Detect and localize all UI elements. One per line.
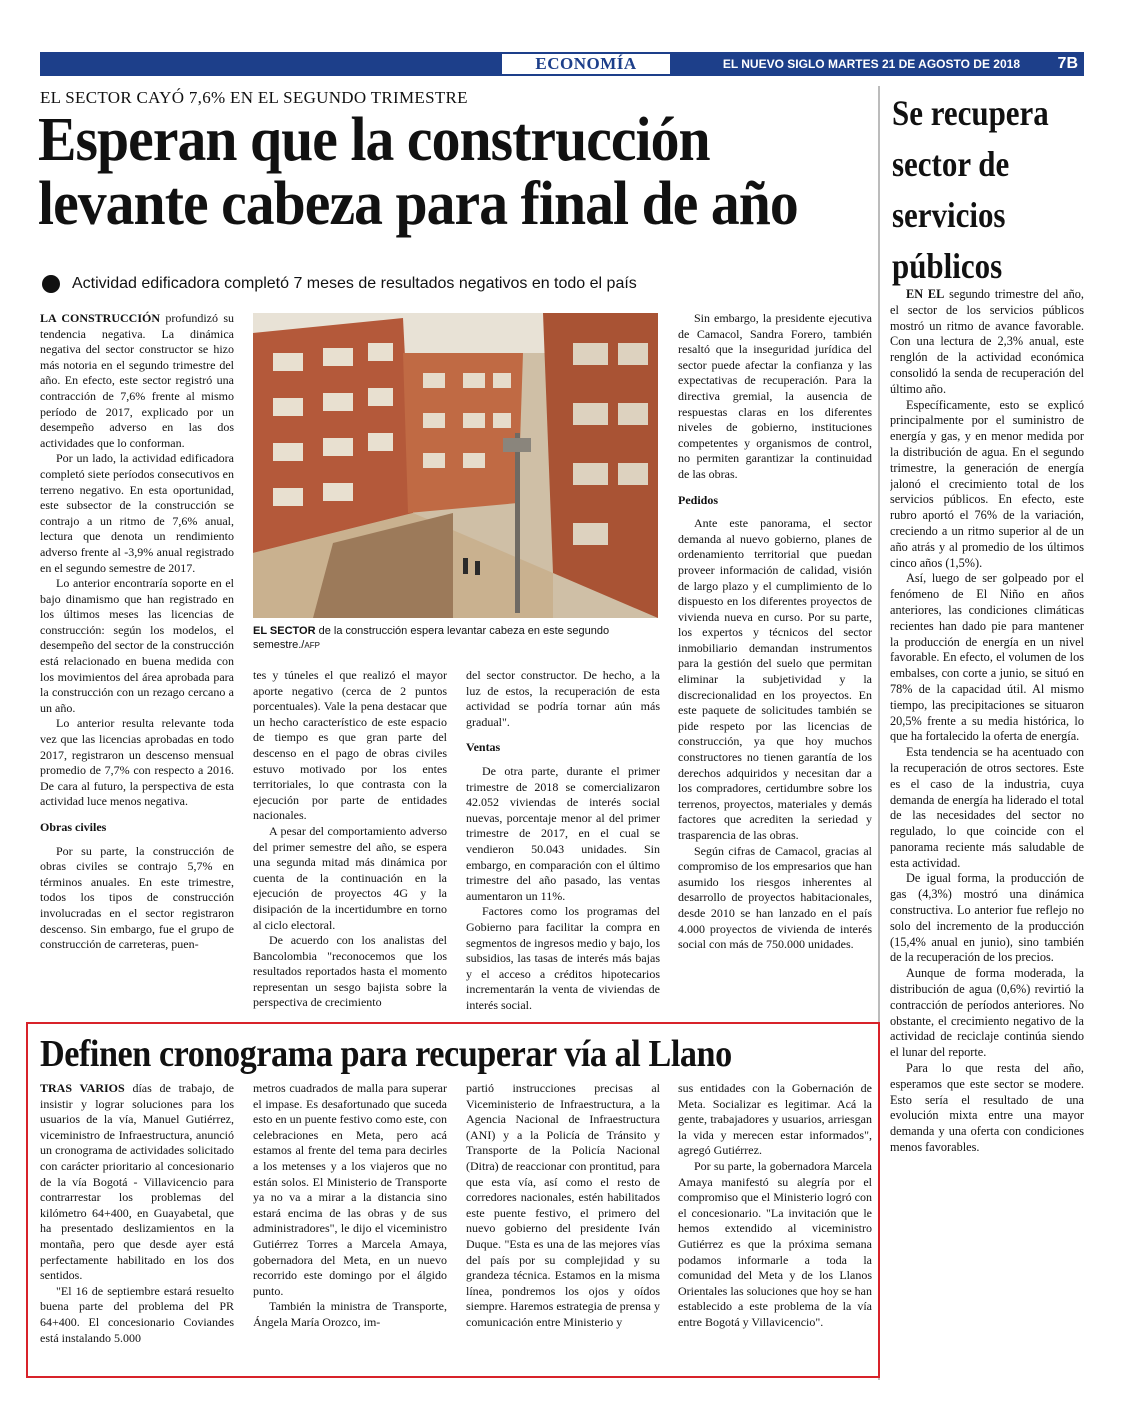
sidebar-headline-line: públicos xyxy=(892,246,1003,286)
bullet-icon xyxy=(42,275,60,293)
paragraph: sus entidades con la Gobernación de Meta. Socializar es legitimar. Acá la gente, trabajadores y usuarios, arriesgan la vida y merecen estar informados", agregó Gutiérrez. xyxy=(678,1081,872,1158)
subheading: Ventas xyxy=(466,740,501,755)
headline-line-2: levante cabeza para final de año xyxy=(38,170,798,238)
paragraph: Ante este panorama, el sector demanda al nuevo gobierno, planes de ordenamiento territorial que puedan proveer información de calidad, visión de largo plazo y el cumplimiento de lo dispuesto en los diferentes proyectos de vivienda nueva en curso. Por su parte, los expertos y técnicos del sector inmobiliario demandan instrumentos para la gestión del suelo que permitan eliminar la subjetividad y la discrecionalidad en los proyectos. En este paquete de solicitudes también se pide respeto por las licencias de construcción, ya que hoy muchos constructores no tienen garantía de los derechos adquiridos y necesitan dar a los compradores, certidumbre sobre los terrenos, proyectos, materiales y demás factores que acrediten la seriedad y trasparencia de las obras. xyxy=(678,516,872,842)
sidebar-headline-line: servicios xyxy=(892,195,1006,235)
paragraph: Esta tendencia se ha acentuado con la recuperación de otros sectores. Este es el caso de la industria, cuya demanda de energía ha liderado el total de las necesidades del sector no regulado, lo que coincide con el panorama reciente más saludable de esta actividad. xyxy=(890,745,1084,870)
subtitle xyxy=(42,275,637,293)
paragraph: partió instrucciones precisas al Viceministerio de Infraestructura, a la Agencia Nacional de Infraestructura (ANI) y a la Policía de Tránsito y Transporte de la Policía Nacional (Ditra) de reaccionar con prontitud, para que esta vía, así como el resto de corredores nacionales, estén habilitados este puente festivo, el primero del nuevo gobierno del presidente Iván Duque. "Esta es una de las mejores vías del país por su complejidad y su grandeza técnica. Estamos en la misma línea, pondremos los ojos y oídos siempre. Haremos estrategia de prensa y comunicación entre Ministerio y xyxy=(466,1081,660,1329)
paragraph: metros cuadrados de malla para superar el impase. Es desafortunado que suceda esto en un puente festivo como este, con celebraciones en Meta, pero acá estamos al frente del tema para decirles a los metenses y a los viajeros que no están solos. El Ministerio de Transporte ya no va a mirar a la distancia sino estará encima de las obras y de sus administradores", le dijo el viceministro Gutiérrez Torres a Marcela Amaya, gobernadora del Meta, en un nuevo recorrido este domingo por el álgido punto. xyxy=(253,1081,447,1298)
paragraph: A pesar del comportamiento adverso del primer semestre del año, se espera una segunda mitad más dinámica por cuenta de la continuación en la ejecución de proyectos 4G y la disipación de la incertidumbre en torno al ciclo electoral. xyxy=(253,823,447,932)
caption-lead: EL SECTOR xyxy=(253,625,316,637)
paragraph xyxy=(40,311,234,451)
subheading: Pedidos xyxy=(678,492,719,507)
article-column-1 xyxy=(40,311,234,1021)
article-column-4 xyxy=(678,311,872,1021)
main-headline xyxy=(38,108,810,236)
kicker: EL SECTOR CAYÓ 7,6% EN EL SEGUNDO TRIMESTRE xyxy=(40,88,468,107)
article-column-2 xyxy=(253,668,447,1020)
paragraph-text: días de trabajo, de insistir y lograr soluciones para los usuarios de la vía, Manuel Gutiérrez, viceministro de Infraestructura, anunció un cronograma de actividades solicitado con carácter prioritario al concesionario de la vía Bogotá - Villavicencio para contrarrestar los problemas del kilómetro 64+400, en Guayabetal, que ha presentado deslizamientos en la montaña, pero que desde ayer está perfectamente habilitado en los dos sentidos. xyxy=(40,1081,234,1283)
photo-credit: AFP xyxy=(304,641,320,650)
lead-in: TRAS VARIOS xyxy=(40,1081,125,1095)
lead-in: EN EL xyxy=(906,287,945,301)
paragraph: Específicamente, esto se explicó principalmente por el suministro de energía y gas, y en menor medida por la distribución de agua. En el segundo trimestre, la generación de energía jalonó el crecimiento total de los servicios públicos. En efecto, este rubro aportó el 76% de la variación, creciendo a un ritmo superior al de un año atrás y al promedio de los últimos cinco años (1,5%). xyxy=(890,397,1084,570)
page-number: 7B xyxy=(1057,55,1078,72)
paragraph: Lo anterior resulta relevante toda vez que las licencias aprobadas en todo 2017, registraron un descenso mensual promedio de 7,7% con respecto a 2016. De cara al futuro, la perspectiva de esta actividad luce menos negativa. xyxy=(40,716,234,809)
photo-caption xyxy=(253,624,658,653)
boxed-column-3 xyxy=(466,1081,660,1373)
publication-date: EL NUEVO SIGLO MARTES 21 DE AGOSTO DE 2018 xyxy=(722,57,1020,71)
sidebar-headline-line: Se recupera xyxy=(892,93,1049,133)
paragraph: Por un lado, la actividad edificadora completó siete períodos consecutivos en terreno negativo. En esta oportunidad, este subsector de la construcción se contrajo a un ritmo de 7,6% anual, lectura que denota un rendimiento adverso frente al -3,9% anual registrado en el segundo semestre de 2017. xyxy=(40,451,234,575)
paragraph: Factores como los programas del Gobierno para facilitar la compra en segmentos de ingresos medio y bajo, los subsidios, las tasas de interés más bajas y el acceso a créditos hipotecarios incrementarán la venta de viviendas de interés social. xyxy=(466,904,660,1012)
paragraph-text: segundo trimestre del año, el sector de los servicios públicos mostró un ritmo de avance favorable. Con una lectura de 2,3% anual, este renglón de la actividad económica consolidó la senda de recuperación del último año. xyxy=(890,287,1084,396)
sidebar-article xyxy=(890,287,1084,1377)
paragraph: Por su parte, la gobernadora Marcela Amaya manifestó su alegría por el compromiso que el Ministerio logró con el concesionario. "La invitación que le hemos extendido al viceministro Gutiérrez es que la próxima semana podamos informarle a toda la comunidad del Meta y de los Llanos Orientales las soluciones que hoy se han establecido a este problema de la vía entre Bogotá y Villavicencio". xyxy=(678,1158,872,1329)
paragraph: De otra parte, durante el primer trimestre de 2018 se comercializaron 42.052 viviendas de interés social nuevas, porcentaje menor al del primer trimestre de 2017, en el cual se vendieron 50.043 unidades. Sin embargo, en comparación con el último trimestre del año pasado, las ventas aumentaron un 11%. xyxy=(466,763,660,903)
lead-in: LA CONSTRUCCIÓN xyxy=(40,311,161,325)
sidebar-headline-line: sector de xyxy=(892,144,1010,184)
paragraph: del sector constructor. De hecho, a la luz de estos, la recuperación de esta actividad se podría tornar aún más gradual". xyxy=(466,668,660,729)
paragraph xyxy=(40,1081,234,1284)
apartment-buildings-image xyxy=(253,313,658,618)
headline-line-1: Esperan que la construcción xyxy=(38,106,710,174)
section-header-bar xyxy=(40,52,1084,76)
boxed-column-4 xyxy=(678,1081,872,1373)
sidebar-headline xyxy=(892,88,1064,292)
paragraph: tes y túneles el que realizó el mayor aporte negativo (cerca de 2 puntos porcentuales). Vale la pena destacar que un hecho característico de este espacio de tiempo es que gran parte del descenso en el pago de obras civiles estuvo motivado por los entes territoriales, lo que contrasta con la ejecución por parte de entidades nacionales. xyxy=(253,668,447,823)
subtitle-text: Actividad edificadora completó 7 meses de resultados negativos en todo el país xyxy=(72,275,637,292)
caption-text: de la construcción espera levantar cabeza en este segundo semestre./ xyxy=(253,625,610,651)
paragraph-text: profundizó su tendencia negativa. La dinámica negativa del sector constructor se hizo más notoria en el segundo trimestre del año. En efecto, este sector registró una contracción de 7,6% frente al mismo período de 2017, explicado por un desempeño adverso en las dos actividades que lo conforman. xyxy=(40,311,234,450)
paragraph: De acuerdo con los analistas del Bancolombia "reconocemos que los resultados reportados hasta el momento representan un sesgo bajista sobre la perspectiva de crecimiento xyxy=(253,933,447,1010)
boxed-column-2 xyxy=(253,1081,447,1373)
paragraph: "El 16 de septiembre estará resuelto buena parte del problema del PR 64+400. El concesionario Coviandes está instalando 5.000 xyxy=(40,1283,234,1345)
boxed-column-1 xyxy=(40,1081,234,1373)
paragraph: Así, luego de ser golpeado por el fenómeno de El Niño en años anteriores, las condiciones climáticas recientes han dado pie para mantener la producción de energía en un nivel favorable. En efecto, el volumen de los embalses, con corte a junio, se situó en 78% de la capacidad útil. Al mismo tiempo, las precipitaciones se situaron 20,5% frente a su media histórica, lo que ha fortalecido la oferta de energía. xyxy=(890,571,1084,744)
subheading: Obras civiles xyxy=(40,820,107,834)
paragraph: Aunque de forma moderada, la distribución de agua (0,6%) revirtió la contracción de períodos anteriores. No obstante, el crecimiento negativo de la actividad de reciclaje continúa siendo el lunar del reporte. xyxy=(890,966,1084,1060)
paragraph: Sin embargo, la presidente ejecutiva de Camacol, Sandra Forero, también resaltó que la inseguridad jurídica del sector puede afectar la confianza y las expectativas de recuperación. Para la directiva gremial, la ausencia de respuestas claras en los diferentes niveles de gobierno, instituciones competentes y organismos de control, no permiten garantizar la continuidad de las obras. xyxy=(678,311,872,481)
paragraph: Por su parte, la construcción de obras civiles se contrajo 5,7% en términos anuales. En este trimestre, todos los tipos de construcción involucradas en el sector registraron descenso. Sin embargo, fue el grupo de construcción de carreteras, puen- xyxy=(40,843,234,952)
paragraph xyxy=(890,287,1084,398)
construction-photo xyxy=(253,313,658,618)
paragraph: Según cifras de Camacol, gracias al compromiso de los empresarios que han asumido los riesgos inherentes al desarrollo de proyectos habitacionales, desde 2010 se han lanzado en el país 4.000 proyectos de vivienda de interés social con más de 750.000 unidades. xyxy=(678,843,872,952)
paragraph: Lo anterior encontraría soporte en el bajo dinamismo que han registrado en los últimos meses las licencias de construcción: según los modelos, el desempeño del sector de la construcción está relacionado en buena medida con los movimientos del área aprobada para la construcción con un rezago cercano a un año. xyxy=(40,576,234,715)
paragraph: También la ministra de Transporte, Ángela María Orozco, im- xyxy=(253,1299,447,1329)
paragraph: De igual forma, la producción de gas (4,3%) mostró una dinámica constructiva. Lo anterior fue reflejo no solo del incremento de la producción (15,4% anual en junio), sino también de la recuperación de los precios. xyxy=(890,871,1084,965)
boxed-story-headline: Definen cronograma para recuperar vía al Llano xyxy=(40,1033,732,1075)
section-name: ECONOMÍA xyxy=(502,54,670,74)
article-column-3 xyxy=(466,668,660,1020)
paragraph: Para lo que resta del año, esperamos que este sector se modere. Esto sería el resultado de una evolución mixta entre una mayor demanda y una oferta con condiciones menos favorables. xyxy=(890,1061,1084,1155)
